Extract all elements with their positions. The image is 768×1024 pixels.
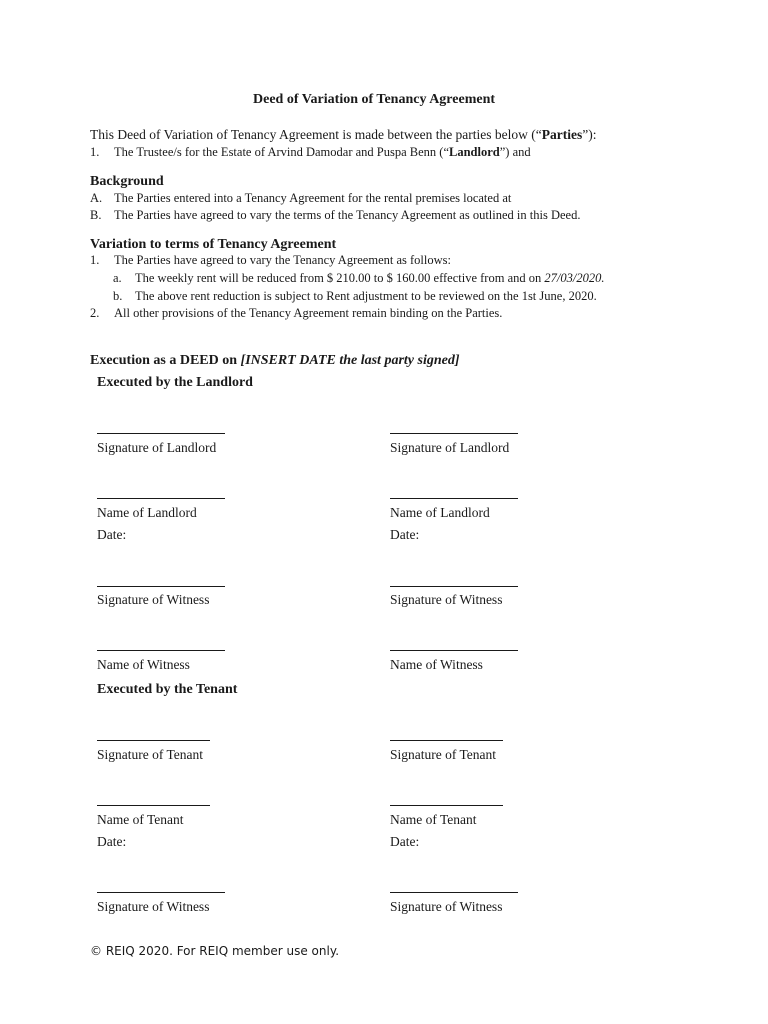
variation-sub-b-marker: b. [113,289,123,303]
tenant-date-label-left: Date: [97,834,127,849]
background-heading: Background [90,174,164,189]
tenant-witness-signature-label-right: Signature of Witness [390,899,503,914]
landlord-signature-line-left[interactable] [97,433,225,434]
background-item-b-marker: B. [90,208,102,222]
variation-sub-a-text: The weekly rent will be reduced from $ 210.00 to $ 160.00 effective from and on [135,271,545,285]
party-1 [90,145,531,160]
tenant-section-heading: Executed by the Tenant [97,682,238,697]
variation-item-1 [90,253,451,268]
background-item-a [90,191,511,206]
tenant-signature-line-left[interactable] [97,740,210,741]
variation-sub-b [113,289,597,304]
landlord-witness-signature-label-right: Signature of Witness [390,592,503,607]
variation-item-2-marker: 2. [90,306,100,320]
party-1-number: 1. [90,145,100,159]
landlord-witness-signature-line-left[interactable] [97,586,225,587]
variation-sub-a-marker: a. [113,271,122,285]
landlord-date-label-left: Date: [97,527,127,542]
intro-parties-term: Parties [541,127,583,142]
landlord-witness-name-line-right[interactable] [390,650,518,651]
tenant-name-line-right[interactable] [390,805,503,806]
landlord-witness-signature-label-left: Signature of Witness [97,592,210,607]
landlord-witness-signature-line-right[interactable] [390,586,518,587]
landlord-witness-name-line-left[interactable] [97,650,225,651]
tenant-witness-signature-line-left[interactable] [97,892,225,893]
landlord-name-label-left: Name of Landlord [97,505,197,520]
variation-item-1-text: The Parties have agreed to vary the Tenancy Agreement as follows: [114,253,451,267]
tenant-signature-label-right: Signature of Tenant [390,747,497,762]
landlord-name-line-right[interactable] [390,498,518,499]
copyright-footer: © REIQ 2020. For REIQ member use only. [90,944,340,958]
landlord-date-label-right: Date: [390,527,420,542]
variation-sub-a-date: 27/03/2020. [544,271,605,285]
background-item-a-text: The Parties entered into a Tenancy Agreement for the rental premises located at [114,191,512,205]
variation-sub-b-text: The above rent reduction is subject to Rent adjustment to be reviewed on the 1st June, 2020. [135,289,597,303]
landlord-signature-line-right[interactable] [390,433,518,434]
execution-line [90,353,460,369]
party-1-landlord-term: Landlord [449,145,500,159]
variation-heading: Variation to terms of Tenancy Agreement [90,237,337,252]
tenant-date-label-right: Date: [390,834,420,849]
tenant-name-line-left[interactable] [97,805,210,806]
execution-text: Execution as a DEED on [90,353,241,368]
variation-item-2-text: All other provisions of the Tenancy Agreement remain binding on the Parties. [114,306,503,320]
landlord-signature-label-left: Signature of Landlord [97,440,217,455]
tenant-name-label-left: Name of Tenant [97,812,184,827]
intro-text-before: This Deed of Variation of Tenancy Agreement is made between the parties below (“ [90,127,542,142]
landlord-witness-name-label-right: Name of Witness [390,657,483,672]
party-1-text-after: ”) and [499,145,531,159]
landlord-name-line-left[interactable] [97,498,225,499]
background-item-b [90,208,580,223]
tenant-signature-line-right[interactable] [390,740,503,741]
landlord-signature-label-right: Signature of Landlord [390,440,510,455]
tenant-name-label-right: Name of Tenant [390,812,477,827]
landlord-witness-name-label-left: Name of Witness [97,657,190,672]
variation-item-1-marker: 1. [90,253,100,267]
party-1-text-before: The Trustee/s for the Estate of Arvind Damodar and Puspa Benn (“ [114,145,450,159]
tenant-witness-signature-line-right[interactable] [390,892,518,893]
variation-item-2 [90,306,502,321]
background-item-b-text: The Parties have agreed to vary the terms of the Tenancy Agreement as outlined in this Deed. [114,208,581,222]
landlord-section-heading: Executed by the Landlord [97,375,253,390]
landlord-name-label-right: Name of Landlord [390,505,490,520]
tenant-witness-signature-label-left: Signature of Witness [97,899,210,914]
variation-sub-a [113,271,604,286]
execution-date-placeholder: [INSERT DATE the last party signed] [240,353,460,368]
intro-text-after: ”): [582,127,597,142]
background-item-a-marker: A. [90,191,103,205]
document-title: Deed of Variation of Tenancy Agreement [253,92,496,107]
intro-paragraph [90,127,597,143]
tenant-signature-label-left: Signature of Tenant [97,747,204,762]
